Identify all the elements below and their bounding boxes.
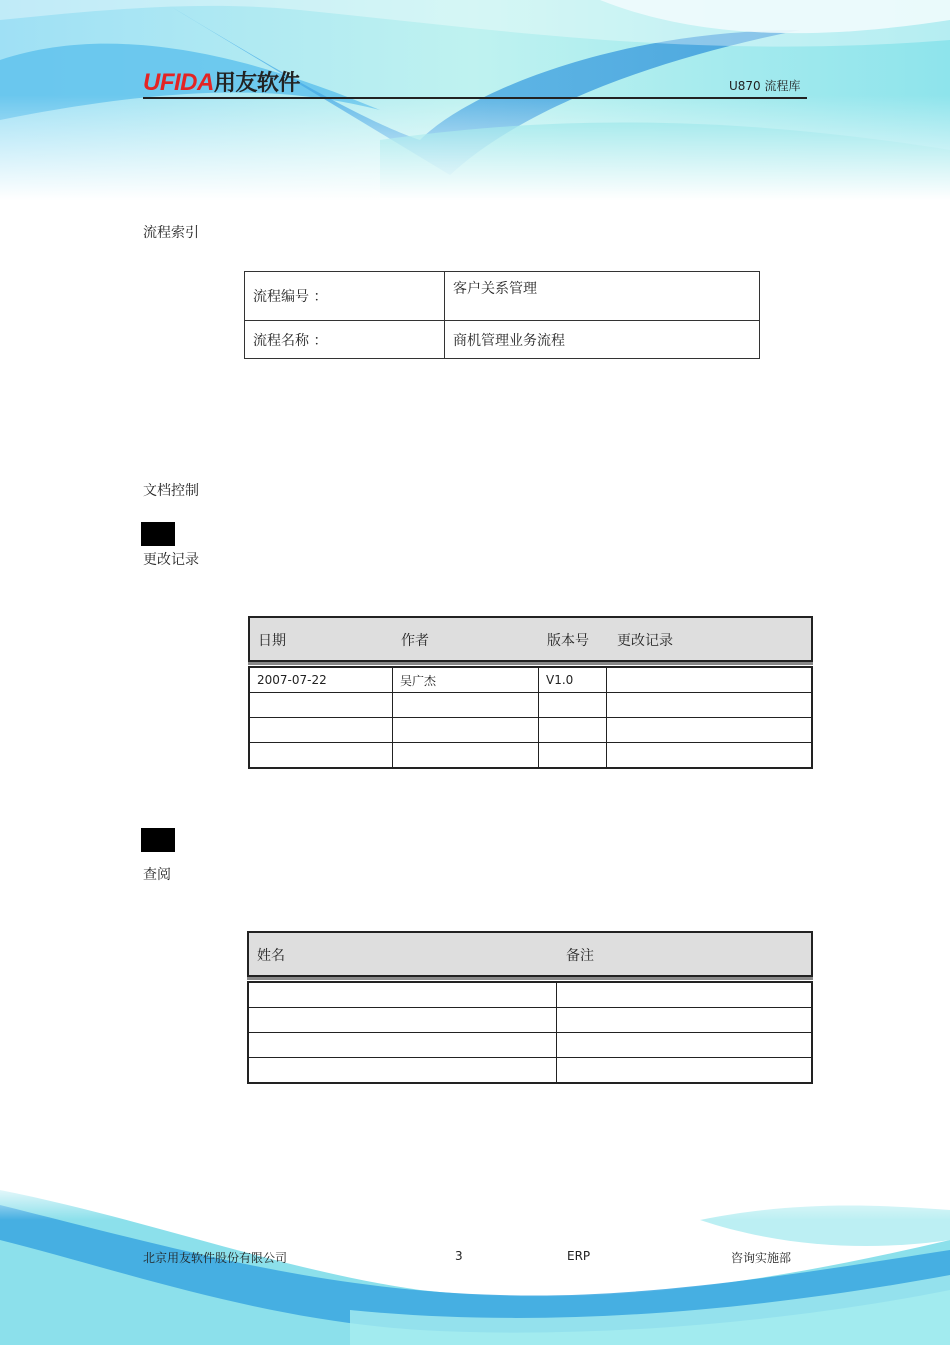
cell-date: 2007-07-22 — [249, 667, 393, 693]
column-header-version: 版本号 — [547, 633, 589, 649]
cell-name — [248, 1058, 557, 1084]
header-wave-background — [0, 0, 950, 200]
table-row — [249, 667, 812, 693]
column-header-date: 日期 — [258, 633, 286, 649]
table-row — [245, 321, 760, 359]
cell-change-record — [607, 718, 813, 743]
cell-author — [393, 718, 539, 743]
cell-remarks — [557, 982, 813, 1008]
header-library-title: U870 流程库 — [729, 79, 801, 93]
process-name-label: 流程名称 ： — [245, 321, 445, 359]
table-row — [248, 1033, 812, 1058]
cell-date — [249, 718, 393, 743]
table-row — [248, 1058, 812, 1084]
table-row — [249, 718, 812, 743]
review-heading: 查阅 — [143, 867, 171, 883]
process-number-value: 客户关系管理 — [445, 272, 760, 321]
redaction-block — [141, 828, 175, 852]
table-row — [248, 1008, 812, 1033]
cell-author — [393, 743, 539, 769]
header-divider — [143, 97, 807, 99]
table-row — [245, 272, 760, 321]
footer-company: 北京用友软件股份有限公司 — [143, 1251, 288, 1265]
change-log-heading: 更改记录 — [143, 552, 199, 568]
logo-chinese-text: 用友软件 — [213, 70, 300, 95]
footer-system: ERP — [567, 1249, 591, 1263]
index-heading: 流程索引 — [143, 225, 199, 241]
column-header-author: 作者 — [401, 633, 429, 649]
cell-version — [539, 693, 607, 718]
cell-version — [539, 718, 607, 743]
cell-author: 吴广杰 — [393, 667, 539, 693]
cell-date — [249, 743, 393, 769]
cell-author — [393, 693, 539, 718]
cell-change-record — [607, 693, 813, 718]
column-header-name: 姓名 — [257, 948, 285, 964]
cell-name — [248, 1008, 557, 1033]
logo-latin-text: UFIDA — [143, 69, 214, 96]
change-log-header — [248, 616, 813, 662]
doc-control-heading: 文档控制 — [143, 483, 199, 499]
cell-date — [249, 693, 393, 718]
review-table — [247, 981, 813, 1084]
change-log-table — [248, 666, 813, 769]
process-number-label: 流程编号 ： — [245, 272, 445, 321]
cell-name — [248, 982, 557, 1008]
process-index-table — [244, 271, 760, 359]
table-row — [249, 693, 812, 718]
cell-remarks — [557, 1008, 813, 1033]
review-header — [247, 931, 813, 977]
cell-change-record — [607, 667, 813, 693]
cell-remarks — [557, 1058, 813, 1084]
process-name-value: 商机管理业务流程 — [445, 321, 760, 359]
ufida-logo — [143, 66, 300, 97]
column-header-change-record: 更改记录 — [617, 633, 673, 649]
redaction-block — [141, 522, 175, 546]
cell-remarks — [557, 1033, 813, 1058]
footer-department: 咨询实施部 — [731, 1251, 792, 1265]
column-header-remarks: 备注 — [566, 948, 594, 964]
table-row — [249, 743, 812, 769]
footer-page-number: 3 — [455, 1249, 463, 1263]
cell-name — [248, 1033, 557, 1058]
table-row — [248, 982, 812, 1008]
cell-version — [539, 743, 607, 769]
cell-change-record — [607, 743, 813, 769]
cell-version: V1.0 — [539, 667, 607, 693]
